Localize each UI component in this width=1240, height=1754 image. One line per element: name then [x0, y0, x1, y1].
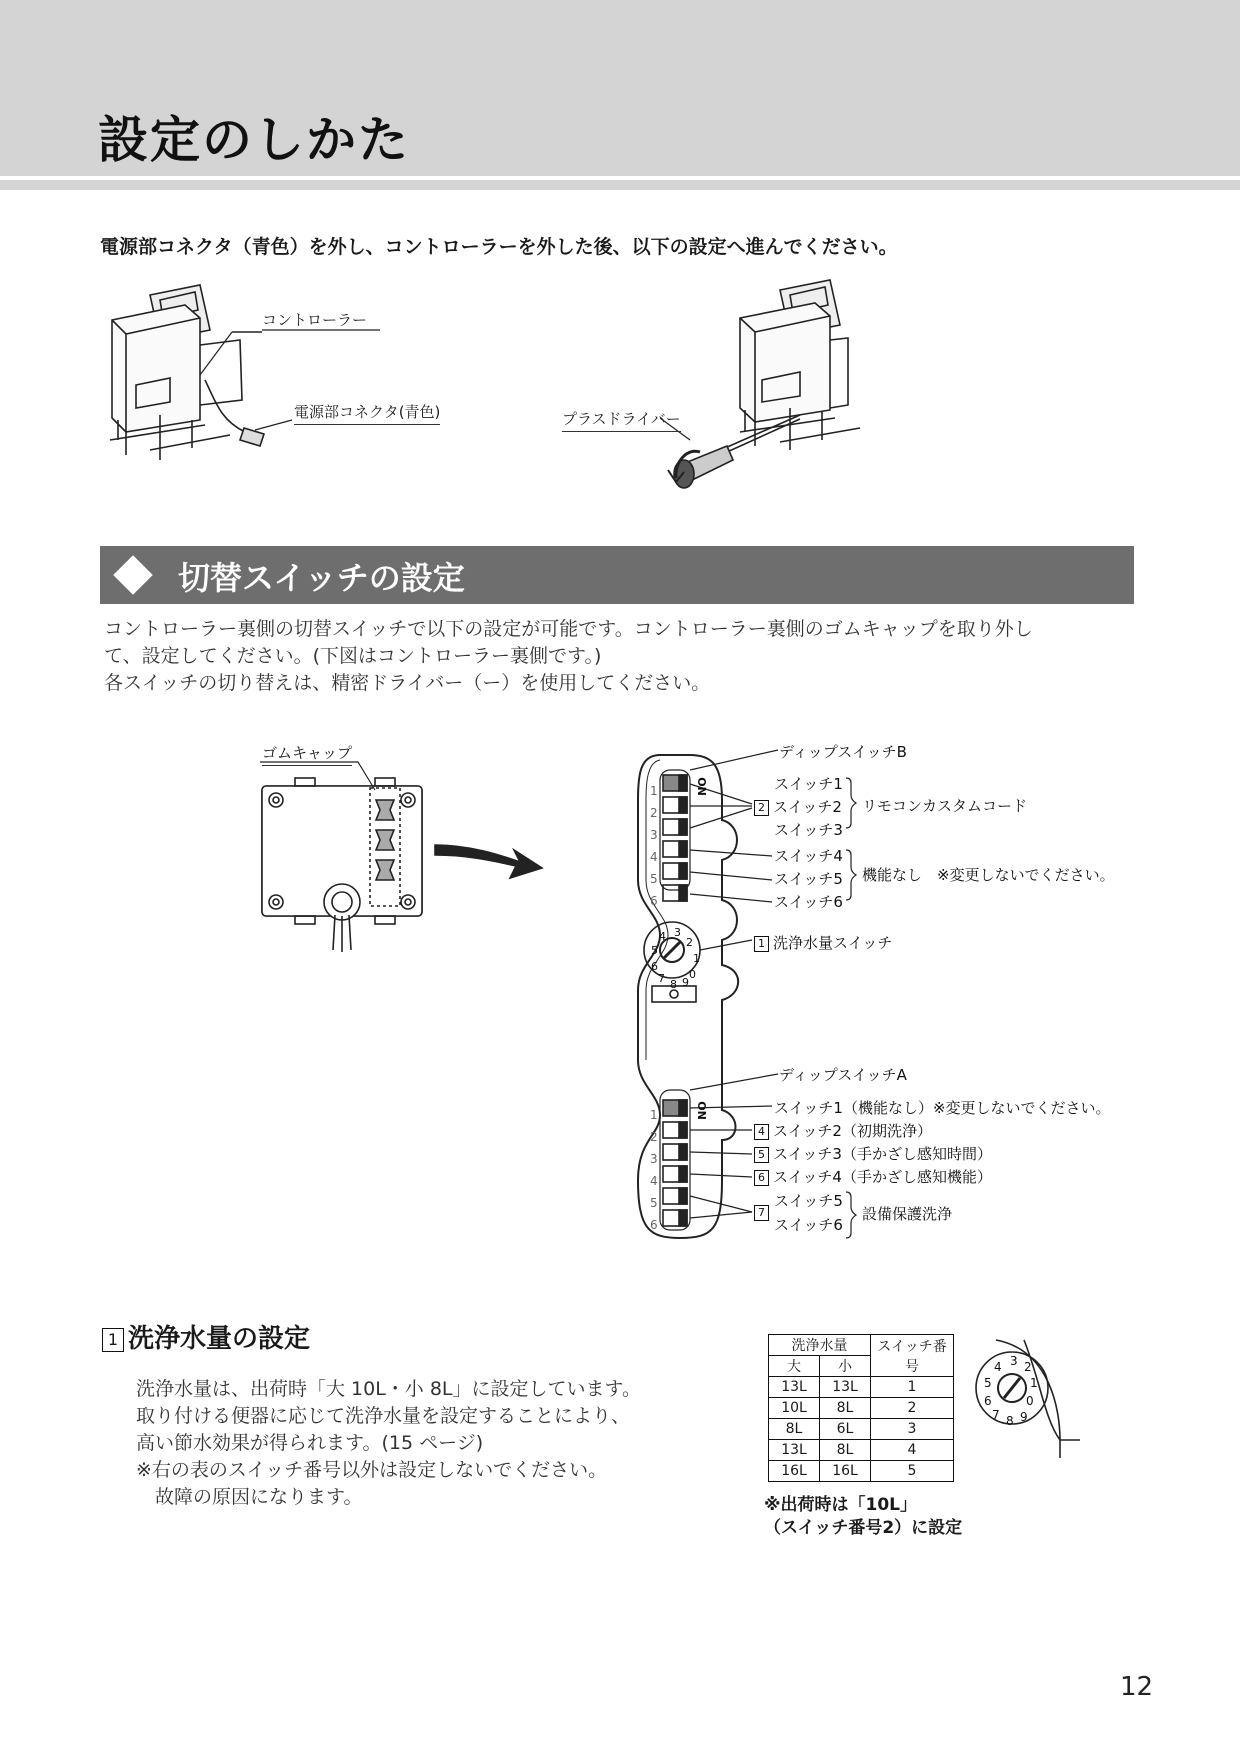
controller-back-illustration	[262, 778, 422, 952]
dip-b-switch5: スイッチ5	[774, 870, 843, 888]
section-title: 切替スイッチの設定	[178, 559, 465, 597]
driver-label: プラスドライバー	[562, 408, 681, 432]
table-header-big: 大	[769, 1356, 820, 1377]
arrow-right-icon	[435, 845, 542, 878]
table-header-small: 小	[820, 1356, 871, 1377]
table-row: 13L 8L 4	[769, 1440, 954, 1461]
section-paragraph-line: て、設定してください。(下図はコントローラー裏側です。)	[104, 645, 602, 667]
dip-a-switch3: 5 スイッチ3（手かざし感知時間）	[754, 1143, 992, 1164]
number-box: 2	[754, 800, 769, 816]
number-box: 1	[102, 1328, 124, 1352]
connector-leader	[255, 420, 292, 430]
dip-switch-a	[660, 1090, 690, 1230]
number-box-7	[754, 1203, 773, 1221]
table-header-switch: スイッチ番号	[871, 1335, 954, 1377]
dip-a-numbers: 1 2 3 4 5 6	[650, 1108, 658, 1232]
number-box: 7	[754, 1205, 769, 1221]
volume-section-title: 1 洗浄水量の設定	[102, 1318, 310, 1355]
dip-a-switch5: スイッチ5	[774, 1192, 843, 1210]
equipment-flush-label: 設備保護洗浄	[862, 1205, 953, 1223]
section-paragraph-line: コントローラー裏側の切替スイッチで以下の設定が可能です。コントローラー裏側のゴムキャップを取り外し	[104, 618, 1033, 640]
page-number: 12	[1120, 1672, 1154, 1702]
intro-text: 電源部コネクタ（青色）を外し、コントローラーを外した後、以下の設定へ進んでください。	[100, 236, 898, 258]
section-paragraph	[104, 616, 1134, 697]
dip-b-switch1: スイッチ1	[774, 775, 843, 793]
number-box: 1	[754, 936, 769, 952]
factory-setting-note: ※出荷時は「10L」 （スイッチ番号2）に設定	[764, 1495, 963, 1538]
section-paragraph-line: 各スイッチの切り替えは、精密ドライバー（ー）を使用してください。	[104, 672, 711, 694]
dip-b-numbers: 1 2 3 4 5 6	[650, 784, 658, 908]
number-box: 6	[754, 1170, 769, 1186]
rotary-switch-label: 1 洗浄水量スイッチ	[754, 932, 892, 953]
dip-switch-a-label: ディップスイッチA	[779, 1066, 907, 1084]
dip-a-switch1: スイッチ1（機能なし）※変更しないでください。	[774, 1099, 1111, 1117]
unit-illustration-right	[740, 280, 860, 450]
dip-b-switch3: スイッチ3	[774, 821, 843, 839]
table-row: 10L 8L 2	[769, 1398, 954, 1419]
number-box: 4	[754, 1124, 769, 1140]
dip-a-switch2: 4 スイッチ2（初期洗浄）	[754, 1120, 932, 1141]
table-row: 16L 16L 5	[769, 1461, 954, 1482]
dip-a-switch4: 6 スイッチ4（手かざし感知機能）	[754, 1166, 992, 1187]
rubber-cap-label: ゴムキャップ	[262, 742, 352, 766]
unit-illustration-left	[110, 285, 264, 460]
on-label-b: ON	[694, 777, 708, 796]
number-box: 5	[754, 1147, 769, 1163]
table-row: 13L 13L 1	[769, 1377, 954, 1398]
table-row: 8L 6L 3	[769, 1419, 954, 1440]
dip-switch-b	[660, 770, 690, 901]
controller-label: コントローラー	[262, 311, 368, 329]
remote-code-label: リモコンカスタムコード	[862, 797, 1028, 815]
dip-b-switch2: 2 スイッチ2	[754, 796, 842, 817]
dip-switch-b-label: ディップスイッチB	[779, 743, 907, 761]
connector-label: 電源部コネクタ(青色)	[294, 401, 440, 425]
page-title: 設定のしかた	[98, 111, 410, 169]
dip-b-switch4: スイッチ4	[774, 847, 843, 865]
volume-table	[768, 1334, 954, 1482]
table-header-volume: 洗浄水量	[769, 1335, 871, 1356]
volume-body: 洗浄水量は、出荷時「大 10L・小 8L」に設定しています。 取り付ける便器に応じて洗浄水量を設定することにより、 高い節水効果が得られます。(15 ページ) ※右の表のスイッチ番号以外は設定しないでください。 故障の原因になります。	[136, 1378, 641, 1508]
on-label-a: ON	[694, 1101, 708, 1120]
dip-b-switch6: スイッチ6	[774, 893, 843, 911]
no-function-label: 機能なし ※変更しないでください。	[862, 866, 1115, 884]
dip-a-switch6: スイッチ6	[774, 1216, 843, 1234]
